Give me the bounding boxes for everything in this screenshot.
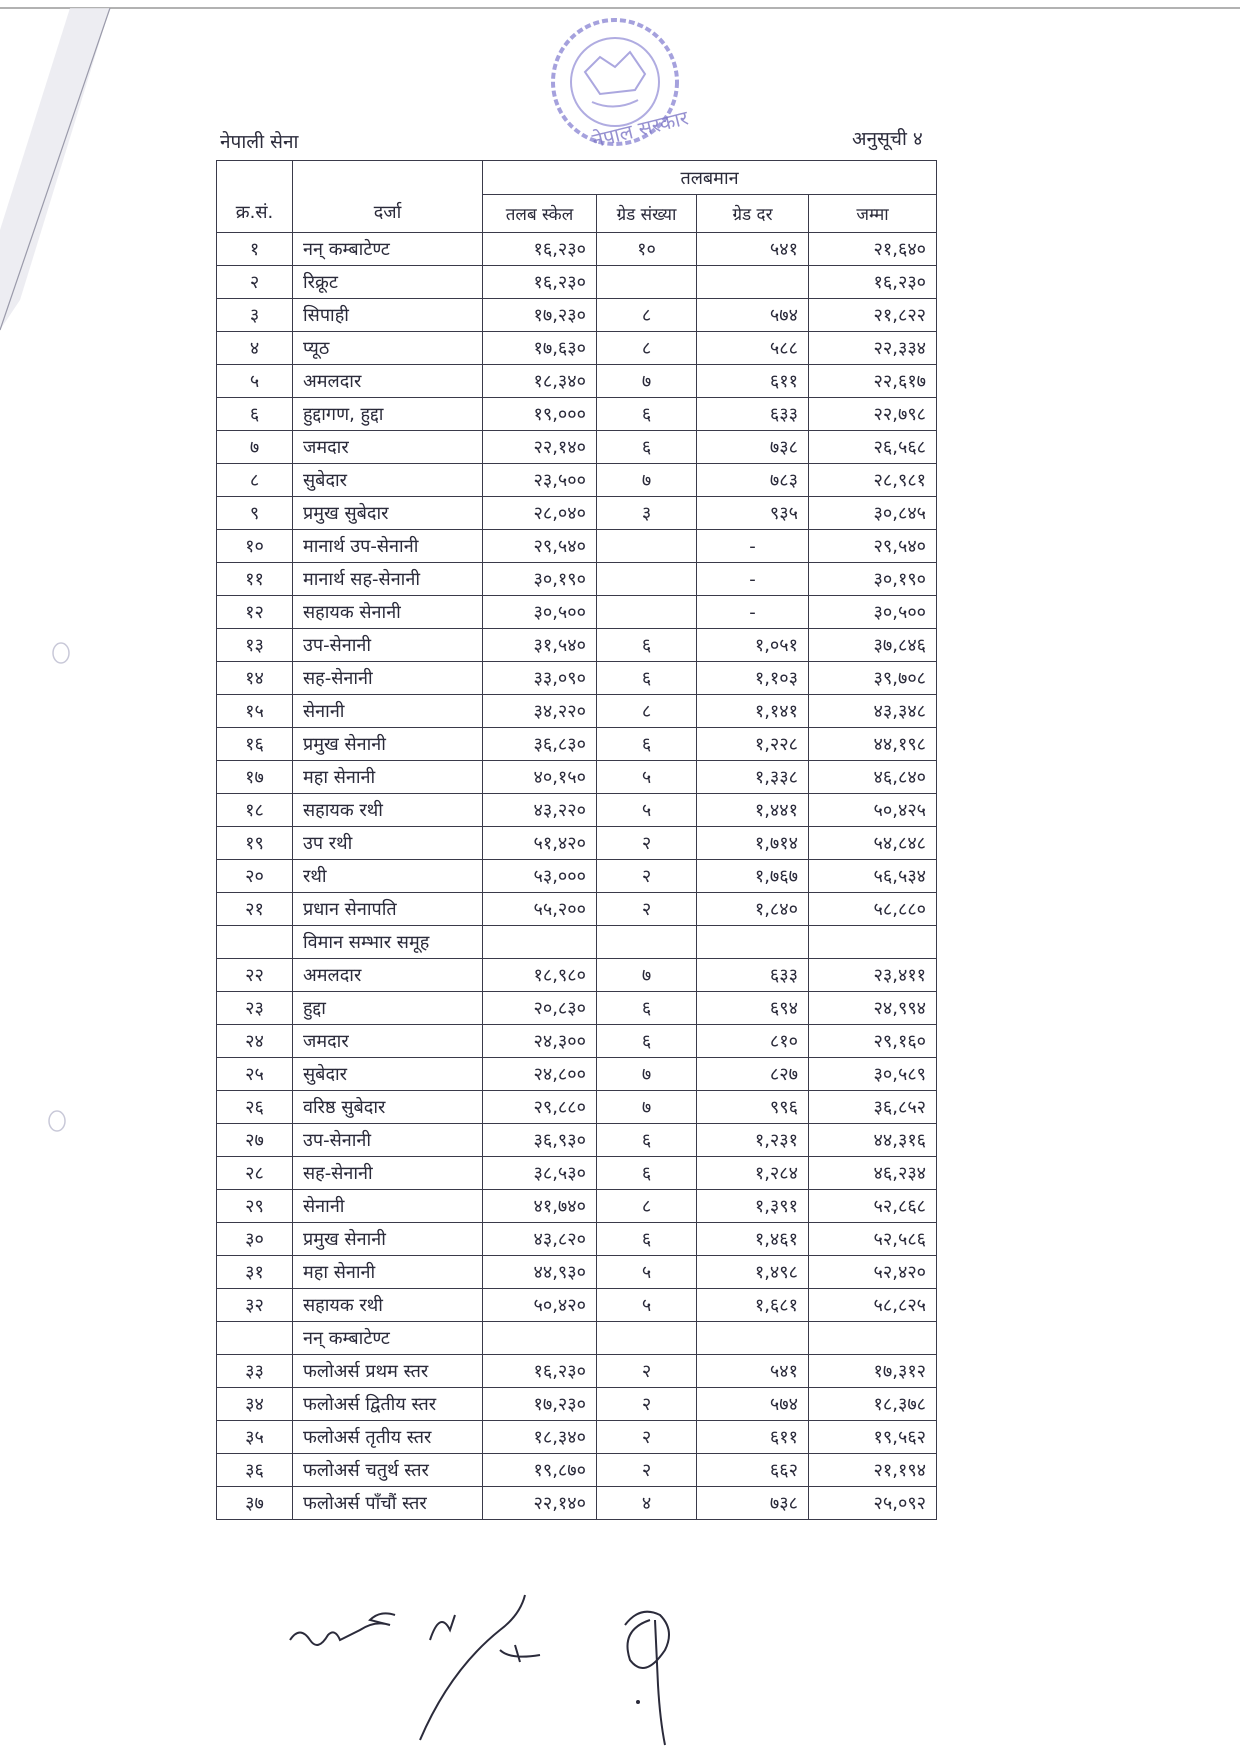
cell-serial: १४ [217, 662, 293, 695]
cell-pay-scale: ५०,४२० [483, 1289, 597, 1322]
cell-grade-rate: ९३५ [697, 497, 809, 530]
table-row [217, 596, 937, 629]
organization-name: नेपाली सेना [220, 131, 299, 153]
cell-serial: १९ [217, 827, 293, 860]
cell-grade-rate: १,७६७ [697, 860, 809, 893]
table-row [217, 827, 937, 860]
cell-pay-scale: १७,६३० [483, 332, 597, 365]
cell-pay-scale: १७,२३० [483, 1388, 597, 1421]
cell-serial: १५ [217, 695, 293, 728]
table-row [217, 365, 937, 398]
cell-grade-rate: ६९४ [697, 992, 809, 1025]
cell-serial: ६ [217, 398, 293, 431]
cell-serial: ३५ [217, 1421, 293, 1454]
cell-rank: प्यूठ [293, 332, 483, 365]
cell-serial: ११ [217, 563, 293, 596]
cell-grade-count: ६ [597, 1025, 697, 1058]
table-row [217, 1058, 937, 1091]
cell-serial: २० [217, 860, 293, 893]
cell-grade-count: ५ [597, 761, 697, 794]
cell-serial: १ [217, 233, 293, 266]
cell-grade-count: ६ [597, 728, 697, 761]
cell-grade-count [597, 926, 697, 959]
cell-total: २४,९९४ [809, 992, 937, 1025]
cell-pay-scale [483, 926, 597, 959]
table-row [217, 1322, 937, 1355]
cell-pay-scale: २९,५४० [483, 530, 597, 563]
cell-grade-count: ७ [597, 1058, 697, 1091]
cell-grade-count: ६ [597, 1124, 697, 1157]
cell-total: २९,५४० [809, 530, 937, 563]
cell-grade-count: ८ [597, 1190, 697, 1223]
cell-serial: २८ [217, 1157, 293, 1190]
cell-total: ३९,७०८ [809, 662, 937, 695]
cell-pay-scale: १७,२३० [483, 299, 597, 332]
cell-rank: फलोअर्स पाँचौं स्तर [293, 1487, 483, 1520]
cell-pay-scale: ५५,२०० [483, 893, 597, 926]
cell-rank: सेनानी [293, 1190, 483, 1223]
cell-grade-count: ७ [597, 1091, 697, 1124]
cell-serial: ३० [217, 1223, 293, 1256]
cell-rank: महा सेनानी [293, 1256, 483, 1289]
cell-pay-scale: १८,९८० [483, 959, 597, 992]
cell-serial: १२ [217, 596, 293, 629]
table-row [217, 1091, 937, 1124]
cell-serial: ३१ [217, 1256, 293, 1289]
cell-pay-scale: ४३,२२० [483, 794, 597, 827]
cell-pay-scale: २८,०४० [483, 497, 597, 530]
cell-grade-rate: - [697, 530, 809, 563]
cell-grade-count: २ [597, 860, 697, 893]
cell-rank: अमलदार [293, 365, 483, 398]
cell-serial: ३३ [217, 1355, 293, 1388]
table-row [217, 992, 937, 1025]
cell-pay-scale: ४४,९३० [483, 1256, 597, 1289]
cell-total: ४६,८४० [809, 761, 937, 794]
cell-total: २३,४११ [809, 959, 937, 992]
cell-rank: रथी [293, 860, 483, 893]
cell-pay-scale: १६,२३० [483, 1355, 597, 1388]
cell-grade-count: ६ [597, 662, 697, 695]
cell-pay-scale: १८,३४० [483, 1421, 597, 1454]
cell-grade-count: ८ [597, 332, 697, 365]
table-row [217, 926, 937, 959]
table-row [217, 761, 937, 794]
cell-grade-count: ६ [597, 431, 697, 464]
cell-rank: वरिष्ठ सुबेदार [293, 1091, 483, 1124]
cell-rank: हुद्दागण, हुद्दा [293, 398, 483, 431]
cell-serial [217, 926, 293, 959]
cell-grade-count: २ [597, 893, 697, 926]
cell-grade-count: ३ [597, 497, 697, 530]
cell-grade-rate: ५७४ [697, 299, 809, 332]
cell-serial: १७ [217, 761, 293, 794]
cell-pay-scale [483, 1322, 597, 1355]
cell-total: २९,१६० [809, 1025, 937, 1058]
cell-pay-scale: ३८,५३० [483, 1157, 597, 1190]
table-row [217, 398, 937, 431]
cell-total: ४६,२३४ [809, 1157, 937, 1190]
cell-pay-scale: २०,८३० [483, 992, 597, 1025]
cell-grade-count: ६ [597, 992, 697, 1025]
cell-pay-scale: १८,३४० [483, 365, 597, 398]
cell-pay-scale: २२,१४० [483, 1487, 597, 1520]
cell-rank: फलोअर्स तृतीय स्तर [293, 1421, 483, 1454]
cell-grade-count: २ [597, 827, 697, 860]
cell-grade-rate: १,२८४ [697, 1157, 809, 1190]
cell-pay-scale: ४३,८२० [483, 1223, 597, 1256]
table-body [217, 233, 937, 1520]
cell-grade-rate: ८१० [697, 1025, 809, 1058]
table-row [217, 1355, 937, 1388]
cell-pay-scale: ३६,९३० [483, 1124, 597, 1157]
cell-serial: २७ [217, 1124, 293, 1157]
table-row [217, 860, 937, 893]
salary-scale-table [216, 160, 937, 1520]
cell-grade-count: २ [597, 1388, 697, 1421]
cell-grade-rate: १,१४१ [697, 695, 809, 728]
cell-pay-scale: ३६,८३० [483, 728, 597, 761]
cell-grade-count: ६ [597, 398, 697, 431]
table-row [217, 1256, 937, 1289]
cell-serial: ४ [217, 332, 293, 365]
col-header-rank: दर्जा [293, 161, 483, 233]
cell-grade-rate: १,४९८ [697, 1256, 809, 1289]
cell-grade-rate: ५४१ [697, 1355, 809, 1388]
cell-total: ३०,५८९ [809, 1058, 937, 1091]
table-row [217, 497, 937, 530]
col-group-header-pay: तलबमान [483, 161, 937, 195]
table-row [217, 299, 937, 332]
punch-hole-mark [46, 1108, 68, 1134]
cell-serial: २६ [217, 1091, 293, 1124]
cell-grade-rate: १,२२८ [697, 728, 809, 761]
cell-rank: हुद्दा [293, 992, 483, 1025]
cell-total: ४३,३४८ [809, 695, 937, 728]
cell-rank: फलोअर्स द्वितीय स्तर [293, 1388, 483, 1421]
cell-total: २२,६१७ [809, 365, 937, 398]
annex-label: अनुसूची ४ [852, 128, 923, 150]
cell-grade-rate: ५८८ [697, 332, 809, 365]
table-row [217, 266, 937, 299]
cell-pay-scale: १९,००० [483, 398, 597, 431]
cell-total: ५४,८४८ [809, 827, 937, 860]
cell-rank: सेनानी [293, 695, 483, 728]
cell-grade-rate: १,७१४ [697, 827, 809, 860]
cell-rank: सिपाही [293, 299, 483, 332]
cell-grade-count: ८ [597, 695, 697, 728]
cell-grade-count: ६ [597, 1157, 697, 1190]
cell-total: ५८,८८० [809, 893, 937, 926]
cell-rank: प्रमुख सेनानी [293, 728, 483, 761]
table-row [217, 1421, 937, 1454]
cell-pay-scale: ४०,१५० [483, 761, 597, 794]
cell-rank: विमान सम्भार समूह [293, 926, 483, 959]
cell-pay-scale: १६,२३० [483, 233, 597, 266]
cell-total: ५८,८२५ [809, 1289, 937, 1322]
cell-total: ५२,८६८ [809, 1190, 937, 1223]
cell-rank: जमदार [293, 1025, 483, 1058]
cell-total: २५,०९२ [809, 1487, 937, 1520]
table-row [217, 662, 937, 695]
cell-rank: मानार्थ सह-सेनानी [293, 563, 483, 596]
table-row [217, 1190, 937, 1223]
cell-grade-rate: - [697, 563, 809, 596]
cell-rank: नन् कम्बाटेण्ट [293, 233, 483, 266]
cell-grade-count: २ [597, 1454, 697, 1487]
table-row [217, 1223, 937, 1256]
cell-grade-count: ४ [597, 1487, 697, 1520]
table-row [217, 431, 937, 464]
cell-grade-rate: ७८३ [697, 464, 809, 497]
cell-grade-rate: ६११ [697, 1421, 809, 1454]
cell-serial: २४ [217, 1025, 293, 1058]
cell-serial: ३ [217, 299, 293, 332]
cell-serial [217, 1322, 293, 1355]
cell-total: ५०,४२५ [809, 794, 937, 827]
cell-grade-rate: ९९६ [697, 1091, 809, 1124]
table-row [217, 1124, 937, 1157]
cell-total: ३६,८५२ [809, 1091, 937, 1124]
cell-total: १७,३१२ [809, 1355, 937, 1388]
cell-grade-count [597, 596, 697, 629]
cell-total: २२,७९८ [809, 398, 937, 431]
cell-total: २१,६४० [809, 233, 937, 266]
table-row [217, 464, 937, 497]
cell-grade-count [597, 266, 697, 299]
cell-rank: अमलदार [293, 959, 483, 992]
cell-rank: प्रधान सेनापति [293, 893, 483, 926]
cell-grade-rate: ५७४ [697, 1388, 809, 1421]
cell-grade-rate: ६३३ [697, 398, 809, 431]
cell-grade-count: ५ [597, 1289, 697, 1322]
cell-grade-rate: १,६८१ [697, 1289, 809, 1322]
cell-grade-rate: १,२३१ [697, 1124, 809, 1157]
cell-rank: सहायक रथी [293, 1289, 483, 1322]
cell-serial: ३७ [217, 1487, 293, 1520]
cell-rank: सुबेदार [293, 1058, 483, 1091]
cell-grade-count [597, 563, 697, 596]
cell-pay-scale: ४१,७४० [483, 1190, 597, 1223]
cell-rank: सह-सेनानी [293, 662, 483, 695]
cell-grade-count: २ [597, 1355, 697, 1388]
cell-serial: ५ [217, 365, 293, 398]
cell-pay-scale: ३१,५४० [483, 629, 597, 662]
cell-rank: सुबेदार [293, 464, 483, 497]
cell-serial: ९ [217, 497, 293, 530]
cell-pay-scale: २४,८०० [483, 1058, 597, 1091]
cell-rank: महा सेनानी [293, 761, 483, 794]
cell-grade-rate: १,३९१ [697, 1190, 809, 1223]
cell-grade-rate: १,१०३ [697, 662, 809, 695]
punch-hole-mark [50, 640, 72, 666]
cell-pay-scale: ३०,५०० [483, 596, 597, 629]
cell-pay-scale: १९,८७० [483, 1454, 597, 1487]
cell-grade-count: ७ [597, 365, 697, 398]
cell-grade-rate: ८२७ [697, 1058, 809, 1091]
cell-serial: ८ [217, 464, 293, 497]
table-row [217, 695, 937, 728]
table-row [217, 233, 937, 266]
cell-rank: रिक्रूट [293, 266, 483, 299]
stamp-caption: नेपाल सरकार [589, 105, 691, 153]
cell-total: ५६,५३४ [809, 860, 937, 893]
cell-grade-count: १० [597, 233, 697, 266]
cell-total: २८,९८१ [809, 464, 937, 497]
table-row [217, 1487, 937, 1520]
cell-pay-scale: ५३,००० [483, 860, 597, 893]
cell-serial: ३४ [217, 1388, 293, 1421]
cell-pay-scale: ३०,१९० [483, 563, 597, 596]
cell-rank: फलोअर्स प्रथम स्तर [293, 1355, 483, 1388]
cell-rank: नन् कम्बाटेण्ट [293, 1322, 483, 1355]
cell-grade-rate: १,४६१ [697, 1223, 809, 1256]
cell-grade-rate: ७३८ [697, 431, 809, 464]
cell-rank: जमदार [293, 431, 483, 464]
cell-serial: १६ [217, 728, 293, 761]
col-header-pay-scale: तलब स्केल [483, 195, 597, 233]
cell-grade-rate [697, 1322, 809, 1355]
cell-grade-rate: ६६२ [697, 1454, 809, 1487]
cell-grade-rate: ६३३ [697, 959, 809, 992]
table-row [217, 332, 937, 365]
cell-grade-rate: ६११ [697, 365, 809, 398]
cell-pay-scale: २३,५०० [483, 464, 597, 497]
cell-total: ३०,५०० [809, 596, 937, 629]
cell-grade-rate: १,८४० [697, 893, 809, 926]
table-row [217, 728, 937, 761]
table-row [217, 563, 937, 596]
col-header-total: जम्मा [809, 195, 937, 233]
table-row [217, 959, 937, 992]
cell-grade-count: ६ [597, 629, 697, 662]
cell-total: ३०,८४५ [809, 497, 937, 530]
cell-serial: ३२ [217, 1289, 293, 1322]
cell-rank: उप-सेनानी [293, 629, 483, 662]
cell-rank: उप-सेनानी [293, 1124, 483, 1157]
cell-rank: उप रथी [293, 827, 483, 860]
cell-grade-count: ८ [597, 299, 697, 332]
cell-grade-count: ७ [597, 464, 697, 497]
cell-grade-count [597, 530, 697, 563]
cell-total: २१,१९४ [809, 1454, 937, 1487]
cell-rank: प्रमुख सेनानी [293, 1223, 483, 1256]
cell-serial: २९ [217, 1190, 293, 1223]
cell-total: ३७,८४६ [809, 629, 937, 662]
cell-serial: २३ [217, 992, 293, 1025]
handwritten-signatures [280, 1590, 780, 1750]
cell-rank: सहायक सेनानी [293, 596, 483, 629]
table-row [217, 1454, 937, 1487]
cell-grade-count [597, 1322, 697, 1355]
cell-grade-count: २ [597, 1421, 697, 1454]
cell-total: ४४,३१६ [809, 1124, 937, 1157]
cell-pay-scale: २४,३०० [483, 1025, 597, 1058]
cell-pay-scale: २२,१४० [483, 431, 597, 464]
cell-total: ४४,१९८ [809, 728, 937, 761]
cell-grade-rate: १,३३८ [697, 761, 809, 794]
cell-serial: २ [217, 266, 293, 299]
cell-grade-rate [697, 266, 809, 299]
cell-serial: ३६ [217, 1454, 293, 1487]
table-row [217, 530, 937, 563]
col-header-serial: क्र.सं. [217, 161, 293, 233]
cell-pay-scale: ३३,०९० [483, 662, 597, 695]
cell-rank: फलोअर्स चतुर्थ स्तर [293, 1454, 483, 1487]
cell-serial: २२ [217, 959, 293, 992]
cell-serial: १० [217, 530, 293, 563]
cell-grade-rate: १,४४१ [697, 794, 809, 827]
cell-total [809, 926, 937, 959]
cell-grade-rate: ७३८ [697, 1487, 809, 1520]
cell-total: १९,५६२ [809, 1421, 937, 1454]
cell-total: ५२,४२० [809, 1256, 937, 1289]
table-row [217, 1289, 937, 1322]
cell-grade-rate: ५४१ [697, 233, 809, 266]
cell-grade-rate [697, 926, 809, 959]
cell-grade-count: ५ [597, 1256, 697, 1289]
table-row [217, 1388, 937, 1421]
cell-pay-scale: ५१,४२० [483, 827, 597, 860]
cell-rank: सहायक रथी [293, 794, 483, 827]
cell-total [809, 1322, 937, 1355]
cell-total: १८,३७८ [809, 1388, 937, 1421]
col-header-grade-rate: ग्रेड दर [697, 195, 809, 233]
cell-grade-count: ५ [597, 794, 697, 827]
table-row [217, 1157, 937, 1190]
cell-grade-rate: १,०५१ [697, 629, 809, 662]
col-header-grade-count: ग्रेड संख्या [597, 195, 697, 233]
cell-total: ५२,५८६ [809, 1223, 937, 1256]
cell-pay-scale: १६,२३० [483, 266, 597, 299]
cell-grade-count: ७ [597, 959, 697, 992]
cell-serial: २५ [217, 1058, 293, 1091]
cell-total: २१,८२२ [809, 299, 937, 332]
cell-rank: प्रमुख सुबेदार [293, 497, 483, 530]
cell-total: २६,५६८ [809, 431, 937, 464]
cell-rank: मानार्थ उप-सेनानी [293, 530, 483, 563]
cell-total: ३०,१९० [809, 563, 937, 596]
cell-serial: १८ [217, 794, 293, 827]
cell-serial: ७ [217, 431, 293, 464]
cell-serial: १३ [217, 629, 293, 662]
cell-pay-scale: ३४,२२० [483, 695, 597, 728]
table-row [217, 1025, 937, 1058]
cell-grade-count: ६ [597, 1223, 697, 1256]
cell-serial: २१ [217, 893, 293, 926]
cell-rank: सह-सेनानी [293, 1157, 483, 1190]
cell-total: १६,२३० [809, 266, 937, 299]
cell-total: २२,३३४ [809, 332, 937, 365]
table-row [217, 893, 937, 926]
table-row [217, 629, 937, 662]
cell-grade-rate: - [697, 596, 809, 629]
cell-pay-scale: २९,८८० [483, 1091, 597, 1124]
table-row [217, 794, 937, 827]
